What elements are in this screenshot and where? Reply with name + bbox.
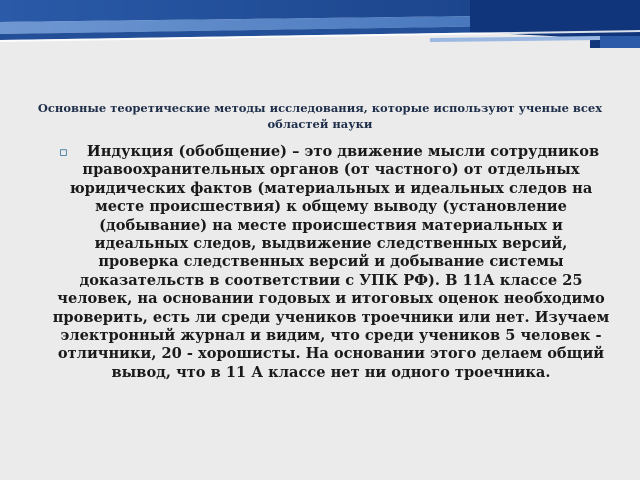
bullet-list: [50, 143, 610, 382]
bullet-text-content: Индукция (обобщение) – это движение мысли сотрудников правоохранительных органов (от частного) от отдельных юридических фактов (материальных и идеальных следов на месте происшествия) к общему выводу (установление (добывание) на месте происшествия материальных и идеальных следов, выдвижение следственных версий, проверка следственных версий и добывание системы доказательств в соответствии с УПК РФ). В 11А классе 25 человек, на основании годовых и итоговых оценок необходимо проверить, есть ли среди учеников троечники или нет. Изучаем электронный журнал и видим, что среди учеников 5 человек - отличники, 20 - хорошисты. На основании этого делаем общий вывод, что в 11 А классе нет ни одного троечника.: [52, 143, 610, 381]
slide-title: Основные теоретические методы исследования, которые используют ученые всех областей науки: [37, 101, 603, 131]
square-bullet-icon: ▫: [59, 145, 68, 160]
bullet-text: [50, 143, 610, 382]
list-item: [50, 143, 610, 382]
header-banner: [0, 0, 640, 58]
